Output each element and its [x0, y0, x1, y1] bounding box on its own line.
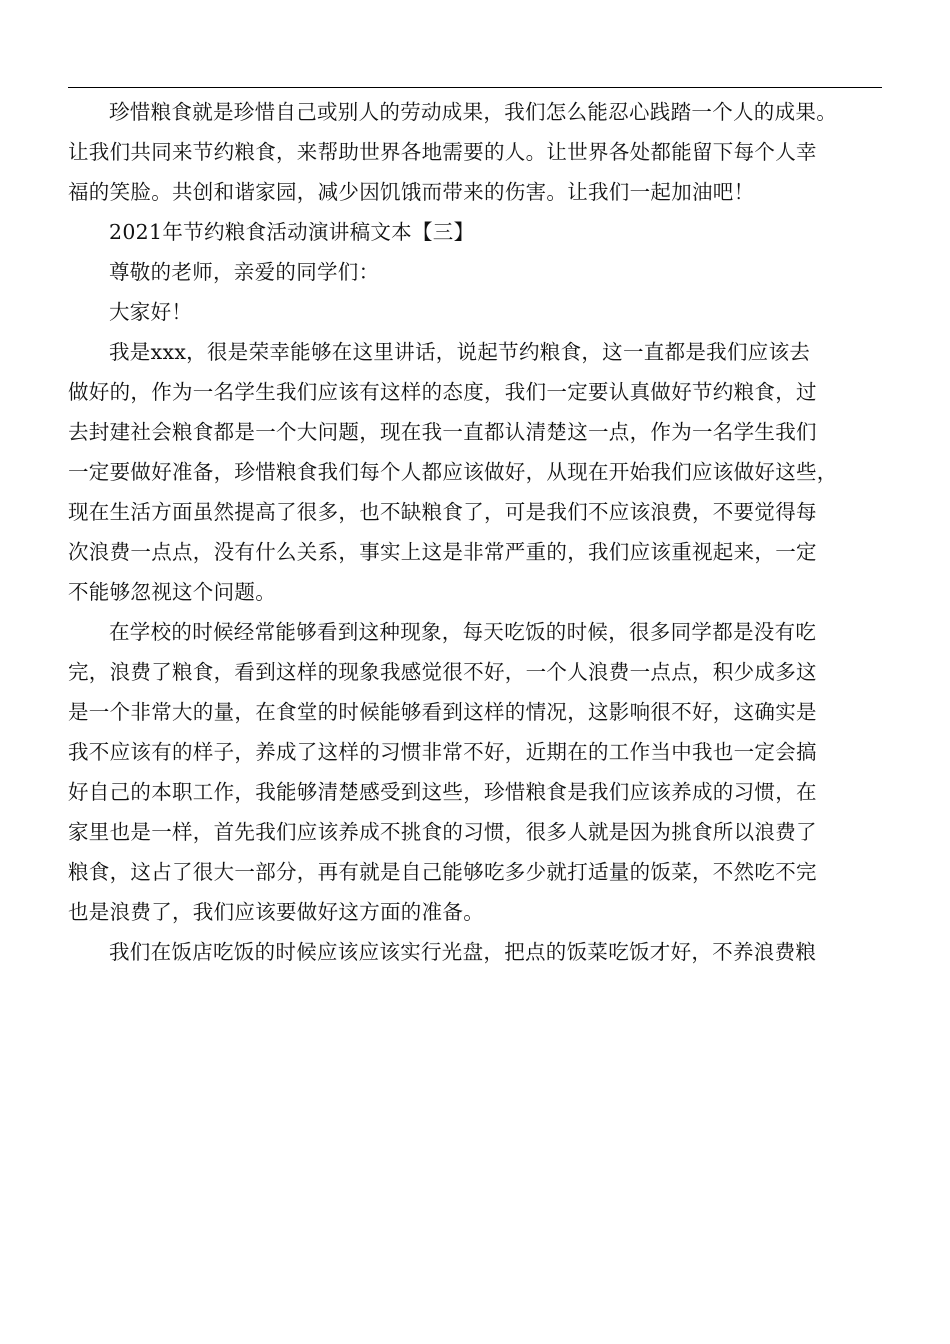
text-line: 我是xxx，很是荣幸能够在这里讲话，说起节约粮食，这一直都是我们应该去 [109, 340, 811, 364]
text-line: 一定要做好准备，珍惜粮食我们每个人都应该做好，从现在开始我们应该做好这些， [68, 460, 838, 484]
paragraph-closing-appeal [68, 92, 882, 212]
text-line: 珍惜粮食就是珍惜自己或别人的劳动成果，我们怎么能忍心践踏一个人的成果。 [109, 100, 837, 124]
text-line: 不能够忽视这个问题。 [68, 580, 276, 604]
text-line: 让我们共同来节约粮食，来帮助世界各地需要的人。让世界各处都能留下每个人幸 [68, 140, 817, 164]
paragraph-school [68, 612, 882, 932]
text-line: 粮食，这占了很大一部分，再有就是自己能够吃多少就打适量的饭菜，不然吃不完 [68, 860, 817, 884]
text-line: 大家好！ [109, 300, 193, 324]
section-title: 2021年节约粮食活动演讲稿文本【三】 [109, 220, 475, 244]
text-line: 去封建社会粮食都是一个大问题，现在我一直都认清楚这一点，作为一名学生我们 [68, 420, 817, 444]
salutation [68, 252, 882, 292]
document-body [68, 92, 882, 972]
text-line: 也是浪费了，我们应该要做好这方面的准备。 [68, 900, 484, 924]
text-line: 好自己的本职工作，我能够清楚感受到这些，珍惜粮食是我们应该养成的习惯，在 [68, 780, 817, 804]
header-rule [68, 87, 882, 88]
paragraph-restaurant [68, 932, 882, 972]
greeting [68, 292, 882, 332]
paragraph-introduction [68, 332, 882, 612]
text-line: 福的笑脸。共创和谐家园，减少因饥饿而带来的伤害。让我们一起加油吧！ [68, 180, 755, 204]
text-line: 现在生活方面虽然提高了很多，也不缺粮食了，可是我们不应该浪费，不要觉得每 [68, 500, 817, 524]
text-line: 做好的，作为一名学生我们应该有这样的态度，我们一定要认真做好节约粮食，过 [68, 380, 817, 404]
text-line: 完，浪费了粮食，看到这样的现象我感觉很不好，一个人浪费一点点，积少成多这 [68, 660, 817, 684]
text-line: 我们在饭店吃饭的时候应该应该实行光盘，把点的饭菜吃饭才好，不养浪费粮 [109, 940, 817, 964]
text-line: 次浪费一点点，没有什么关系，事实上这是非常严重的，我们应该重视起来，一定 [68, 540, 817, 564]
text-line: 在学校的时候经常能够看到这种现象，每天吃饭的时候，很多同学都是没有吃 [109, 620, 817, 644]
text-line: 我不应该有的样子，养成了这样的习惯非常不好，近期在的工作当中我也一定会搞 [68, 740, 817, 764]
text-line: 是一个非常大的量，在食堂的时候能够看到这样的情况，这影响很不好，这确实是 [68, 700, 817, 724]
text-line: 尊敬的老师，亲爱的同学们： [109, 260, 380, 284]
section-heading [68, 212, 882, 252]
text-line: 家里也是一样，首先我们应该养成不挑食的习惯，很多人就是因为挑食所以浪费了 [68, 820, 817, 844]
